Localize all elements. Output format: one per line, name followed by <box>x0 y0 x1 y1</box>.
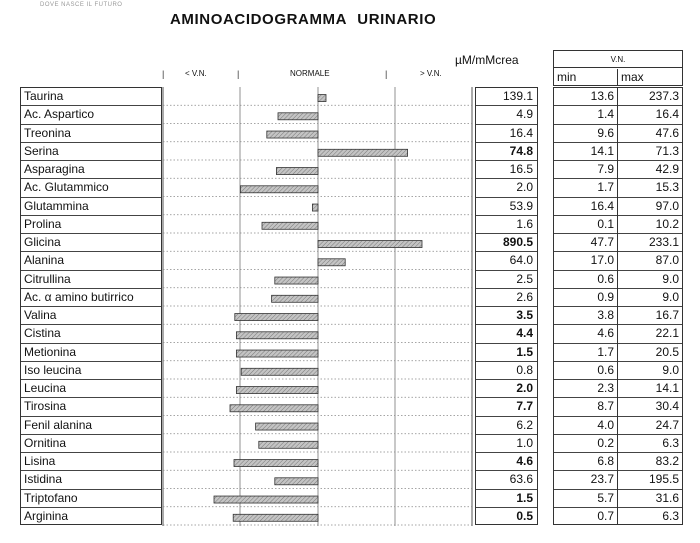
deviation-bar <box>236 350 318 357</box>
reference-min-value: 16.4 <box>554 198 617 216</box>
reference-min-value: 0.6 <box>554 362 617 380</box>
reference-min-value: 0.1 <box>554 216 617 234</box>
reference-min-value: 0.7 <box>597 508 614 523</box>
deviation-bar <box>241 368 318 375</box>
reference-min-value: 1.7 <box>554 344 617 362</box>
amino-acid-name: Ornitina <box>21 435 161 453</box>
reference-max-value: 16.4 <box>618 106 682 124</box>
reference-max-value: 22.1 <box>618 325 682 343</box>
measured-values-column <box>475 87 538 525</box>
measured-value: 16.5 <box>476 161 537 179</box>
reference-min-value: 0.6 <box>554 271 617 289</box>
deviation-bar <box>276 168 318 175</box>
deviation-bar <box>230 405 318 412</box>
reference-max-value: 16.7 <box>618 307 682 325</box>
reference-max-value: 87.0 <box>618 252 682 270</box>
reference-max-value: 14.1 <box>618 380 682 398</box>
amino-acid-name: Prolina <box>21 216 161 234</box>
page-title: AMINOACIDOGRAMMA URINARIO <box>170 11 437 28</box>
measured-value: 139.1 <box>476 88 537 106</box>
scale-label-low: < V.N. <box>185 69 207 78</box>
amino-acid-name: Iso leucina <box>21 362 161 380</box>
measured-value: 74.8 <box>476 143 537 161</box>
reference-max-value: 15.3 <box>618 179 682 197</box>
deviation-bar <box>318 149 408 156</box>
amino-acid-name: Ac. Aspartico <box>21 106 161 124</box>
amino-acid-name: Ac. α amino butirrico <box>21 289 161 307</box>
measured-value: 1.6 <box>476 216 537 234</box>
deviation-bar <box>236 332 318 339</box>
reference-min-value: 5.7 <box>554 490 617 508</box>
deviation-bar <box>278 113 318 120</box>
amino-acid-name: Leucina <box>21 380 161 398</box>
header-small-text: DOVE NASCE IL FUTURO <box>40 2 123 8</box>
deviation-bar <box>256 423 318 430</box>
measured-value: 2.0 <box>476 380 537 398</box>
reference-min-value: 13.6 <box>554 88 617 106</box>
reference-max-value: 9.0 <box>618 271 682 289</box>
reference-min-value: 2.3 <box>554 380 617 398</box>
amino-acid-name: Taurina <box>21 88 161 106</box>
reference-max-value: 20.5 <box>618 344 682 362</box>
measured-value: 63.6 <box>476 471 537 489</box>
deviation-bar <box>233 514 318 521</box>
deviation-bar <box>318 259 345 266</box>
measured-value: 4.9 <box>476 106 537 124</box>
measured-value: 16.4 <box>476 125 537 143</box>
measured-value: 53.9 <box>476 198 537 216</box>
reference-min-value: 17.0 <box>554 252 617 270</box>
reference-max-value: 71.3 <box>618 143 682 161</box>
deviation-bar <box>240 186 318 193</box>
measured-value: 1.5 <box>476 344 537 362</box>
reference-min-value: 47.7 <box>554 234 617 252</box>
measured-value: 4.4 <box>476 325 537 343</box>
deviation-bar <box>275 478 318 485</box>
reference-max-column <box>618 88 682 524</box>
deviation-bar <box>259 441 318 448</box>
reference-title: V.N. <box>554 51 682 68</box>
reference-min-label: min <box>554 69 618 86</box>
deviation-bar <box>318 241 422 248</box>
deviation-bar <box>234 460 318 467</box>
measured-value: 890.5 <box>476 234 537 252</box>
measured-value: 0.8 <box>476 362 537 380</box>
measured-value: 1.0 <box>476 435 537 453</box>
deviation-bar <box>262 222 318 229</box>
reference-max-value: 42.9 <box>618 161 682 179</box>
amino-acid-name: Serina <box>21 143 161 161</box>
deviation-bar <box>214 496 318 503</box>
reference-min-value: 0.2 <box>554 435 617 453</box>
reference-max-value: 237.3 <box>618 88 682 106</box>
reference-min-value: 0.9 <box>554 289 617 307</box>
deviation-bar <box>275 277 318 284</box>
unit-label: µM/mMcrea <box>455 53 519 67</box>
deviation-bar <box>318 95 326 102</box>
reference-max-value: 83.2 <box>618 453 682 471</box>
amino-acid-name: Fenil alanina <box>21 417 161 435</box>
amino-acid-name: Treonina <box>21 125 161 143</box>
reference-max-value: 31.6 <box>618 490 682 508</box>
scale-label-high: > V.N. <box>420 69 442 78</box>
reference-max-value: 195.5 <box>618 471 682 489</box>
amino-acid-name: Lisina <box>21 453 161 471</box>
amino-acid-name: Arginina <box>24 508 69 523</box>
reference-min-value: 4.0 <box>554 417 617 435</box>
deviation-bar <box>272 295 318 302</box>
reference-max-value: 24.7 <box>618 417 682 435</box>
deviation-bar <box>236 387 318 394</box>
amino-acid-name: Valina <box>21 307 161 325</box>
reference-min-value: 3.8 <box>554 307 617 325</box>
scale-separator: | <box>385 69 388 79</box>
reference-min-value: 4.6 <box>554 325 617 343</box>
reference-max-label: max <box>621 70 644 84</box>
measured-value: 0.5 <box>516 508 533 523</box>
reference-max-value: 6.3 <box>618 435 682 453</box>
amino-acid-name: Glicina <box>21 234 161 252</box>
reference-values-table <box>553 87 683 525</box>
reference-max-value: 97.0 <box>618 198 682 216</box>
reference-min-value: 14.1 <box>554 143 617 161</box>
reference-max-value: 47.6 <box>618 125 682 143</box>
measured-value: 1.5 <box>476 490 537 508</box>
deviation-bar <box>312 204 318 211</box>
amino-acid-name: Asparagina <box>21 161 161 179</box>
amino-acid-name: Citrullina <box>21 271 161 289</box>
reference-max-value: 9.0 <box>618 362 682 380</box>
measured-value: 6.2 <box>476 417 537 435</box>
amino-acid-name: Tirosina <box>21 398 161 416</box>
deviation-bar <box>267 131 318 138</box>
reference-min-value: 7.9 <box>554 161 617 179</box>
deviation-bar <box>235 314 318 321</box>
amino-acid-name: Istidina <box>21 471 161 489</box>
amino-acid-name: Ac. Glutammico <box>21 179 161 197</box>
reference-max-value: 6.3 <box>662 508 679 523</box>
reference-min-column <box>554 88 618 524</box>
reference-min-value: 9.6 <box>554 125 617 143</box>
measured-value: 3.5 <box>476 307 537 325</box>
measured-value: 2.5 <box>476 271 537 289</box>
amino-acid-name: Alanina <box>21 252 161 270</box>
scale-label-normal: NORMALE <box>290 69 330 78</box>
reference-max-value: 10.2 <box>618 216 682 234</box>
reference-min-value: 1.4 <box>554 106 617 124</box>
reference-min-value: 8.7 <box>554 398 617 416</box>
amino-acid-name: Glutammina <box>21 198 161 216</box>
amino-acid-name: Metionina <box>21 344 161 362</box>
measured-value: 64.0 <box>476 252 537 270</box>
reference-max-value: 233.1 <box>618 234 682 252</box>
scale-separator: | <box>237 69 240 79</box>
reference-min-value: 1.7 <box>554 179 617 197</box>
reference-min-value: 6.8 <box>554 453 617 471</box>
measured-value: 2.6 <box>476 289 537 307</box>
reference-min-value: 23.7 <box>554 471 617 489</box>
measured-value: 7.7 <box>476 398 537 416</box>
reference-max-value: 30.4 <box>618 398 682 416</box>
reference-max-value: 9.0 <box>618 289 682 307</box>
amino-acid-name: Cistina <box>21 325 161 343</box>
measured-value: 4.6 <box>476 453 537 471</box>
scale-separator: | <box>162 69 165 79</box>
measured-value: 2.0 <box>476 179 537 197</box>
amino-acid-name: Triptofano <box>21 490 161 508</box>
